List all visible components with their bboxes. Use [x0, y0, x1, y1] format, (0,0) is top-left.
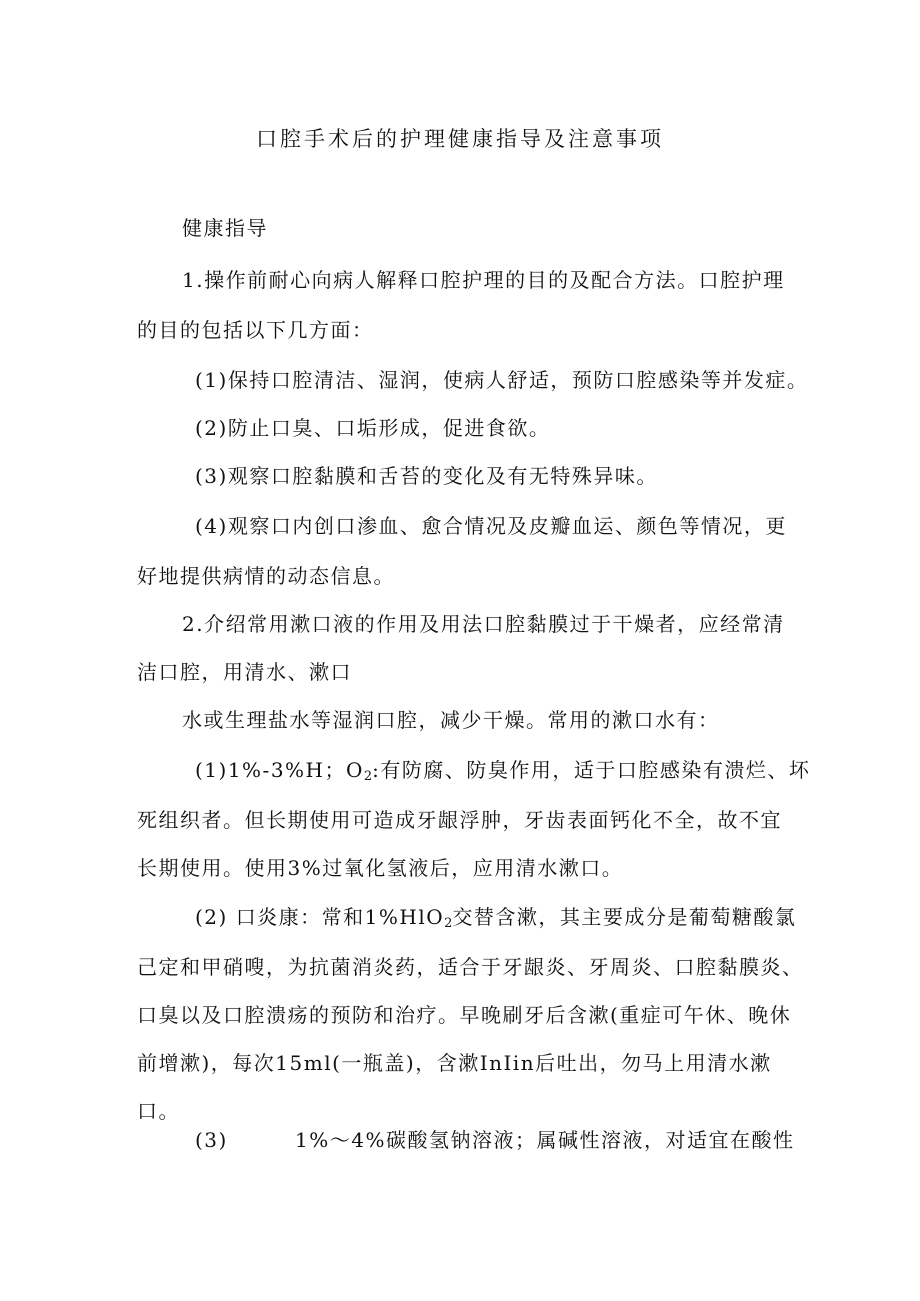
mouthwash-1-line-1 — [195, 756, 810, 791]
mouthwash-2-line-2: 己定和甲硝嗖，为抗菌消炎药，适合于牙龈炎、牙周炎、口腔黏膜炎、 — [137, 955, 804, 979]
paragraph-1-line-1: 1.操作前耐心向病人解释口腔护理的目的及配合方法。口腔护理 — [182, 268, 785, 292]
mouthwash-1-subscript: 2 — [363, 769, 373, 784]
paragraph-2-line-3: 水或生理盐水等湿润口腔，减少干燥。常用的漱口水有： — [182, 708, 720, 732]
document-title: 口腔手术后的护理健康指导及注意事项 — [256, 127, 664, 151]
section-heading: 健康指导 — [182, 216, 268, 240]
list-item-4-line-1: (4)观察口内创口渗血、愈合情况及皮瓣血运、颜色等情况，更 — [195, 514, 787, 538]
paragraph-2-line-2: 洁口腔，用清水、漱口 — [137, 660, 352, 684]
mouthwash-2-line-4: 前增漱)，每次15ml(一瓶盖)，含漱InIin后吐出，勿马上用清水漱 — [137, 1051, 772, 1075]
list-item-3: (3)观察口腔黏膜和舌苔的变化及有无特殊异味。 — [195, 464, 658, 488]
mouthwash-3-line-1 — [195, 1126, 794, 1154]
mouthwash-3-number: (3) — [195, 1128, 228, 1152]
mouthwash-2-line-5: 口。 — [137, 1099, 180, 1123]
mouthwash-1-suffix: :有防腐、防臭作用，适于口腔感染有溃烂、坏 — [372, 758, 811, 782]
paragraph-1-line-2: 的目的包括以下几方面： — [137, 318, 374, 342]
mouthwash-1-line-3: 长期使用。使用3%过氧化氢液后，应用清水漱口。 — [137, 856, 624, 880]
mouthwash-1-prefix: (1)1%-3%H；O — [195, 758, 364, 782]
list-item-1: (1)保持口腔清洁、湿润，使病人舒适，预防口腔感染等并发症。 — [195, 368, 809, 392]
mouthwash-1-line-2: 死组织者。但长期使用可造成牙龈浮肿，牙齿表面钙化不全，故不宜 — [137, 808, 782, 832]
mouthwash-2-subscript: 2 — [444, 916, 453, 931]
list-item-4-line-2: 好地提供病情的动态信息。 — [137, 564, 395, 588]
mouthwash-2-suffix: 交替含漱，其主要成分是葡萄糖酸氯 — [452, 905, 797, 929]
paragraph-2-line-1: 2.介绍常用漱口液的作用及用法口腔黏膜过于干燥者，应经常清 — [182, 612, 785, 636]
mouthwash-3-text: 1%～4%碳酸氢钠溶液；属碱性溶液，对适宜在酸性 — [295, 1128, 795, 1152]
mouthwash-2-line-1 — [195, 903, 796, 938]
mouthwash-2-line-3: 口臭以及口腔溃疡的预防和治疗。早晚刷牙后含漱(重症可午休、晚休 — [137, 1003, 792, 1027]
list-item-2: (2)防止口臭、口垢形成，促进食欲。 — [195, 416, 551, 440]
mouthwash-2-prefix: (2) 口炎康：常和1%HlO — [195, 905, 445, 929]
